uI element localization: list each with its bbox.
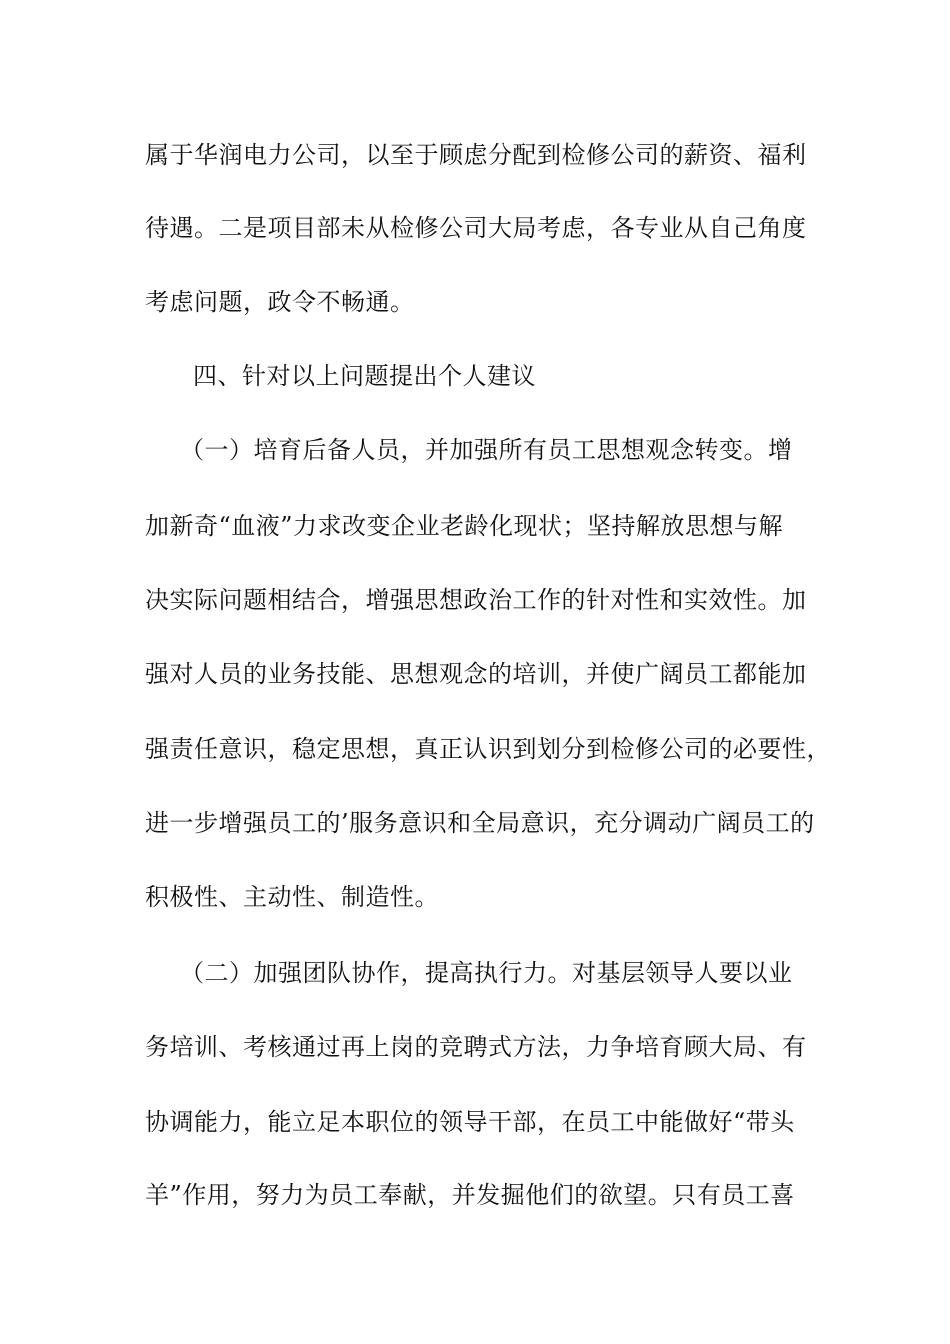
text-line: 协调能力，能立足本职位的领导干部，在员工中能做好“带头 <box>145 1108 795 1136</box>
text-line: 待遇。二是项目部未从检修公司大局考虑，各专业从自己角度 <box>145 214 807 242</box>
text-line: 考虑问题，政令不畅通。 <box>145 288 415 316</box>
text-line: 决实际问题相结合，增强思想政治工作的针对性和实效性。加 <box>145 586 807 614</box>
text-line: 积极性、主动性、制造性。 <box>145 883 439 911</box>
text-line: 强责任意识，稳定思想，真正认识到划分到检修公司的必要性， <box>145 735 831 763</box>
paragraph-heading: （二）加强团队协作，提高执行力。对基层领导人要以业 <box>180 959 793 987</box>
text-line: 强对人员的业务技能、思想观念的培训，并使广阔员工都能加 <box>145 660 807 688</box>
text-line: 进一步增强员工的’服务意识和全局意识，充分调动广阔员工的 <box>145 809 815 837</box>
text-line: 务培训、考核通过再上岗的竞聘式方法，力争培育顾大局、有 <box>145 1033 807 1061</box>
text-line: 羊”作用，努力为员工奉献，并发掘他们的欲望。只有员工喜 <box>145 1181 795 1209</box>
text-line: 加新奇“血液”力求改变企业老龄化现状；坚持解放思想与解 <box>145 512 784 540</box>
paragraph-heading: （一）培育后备人员，并加强所有员工思想观念转变。增 <box>180 436 793 464</box>
section-heading: 四、针对以上问题提出个人建议 <box>193 362 536 390</box>
text-line: 属于华润电力公司，以至于顾虑分配到检修公司的薪资、福利 <box>145 141 807 169</box>
